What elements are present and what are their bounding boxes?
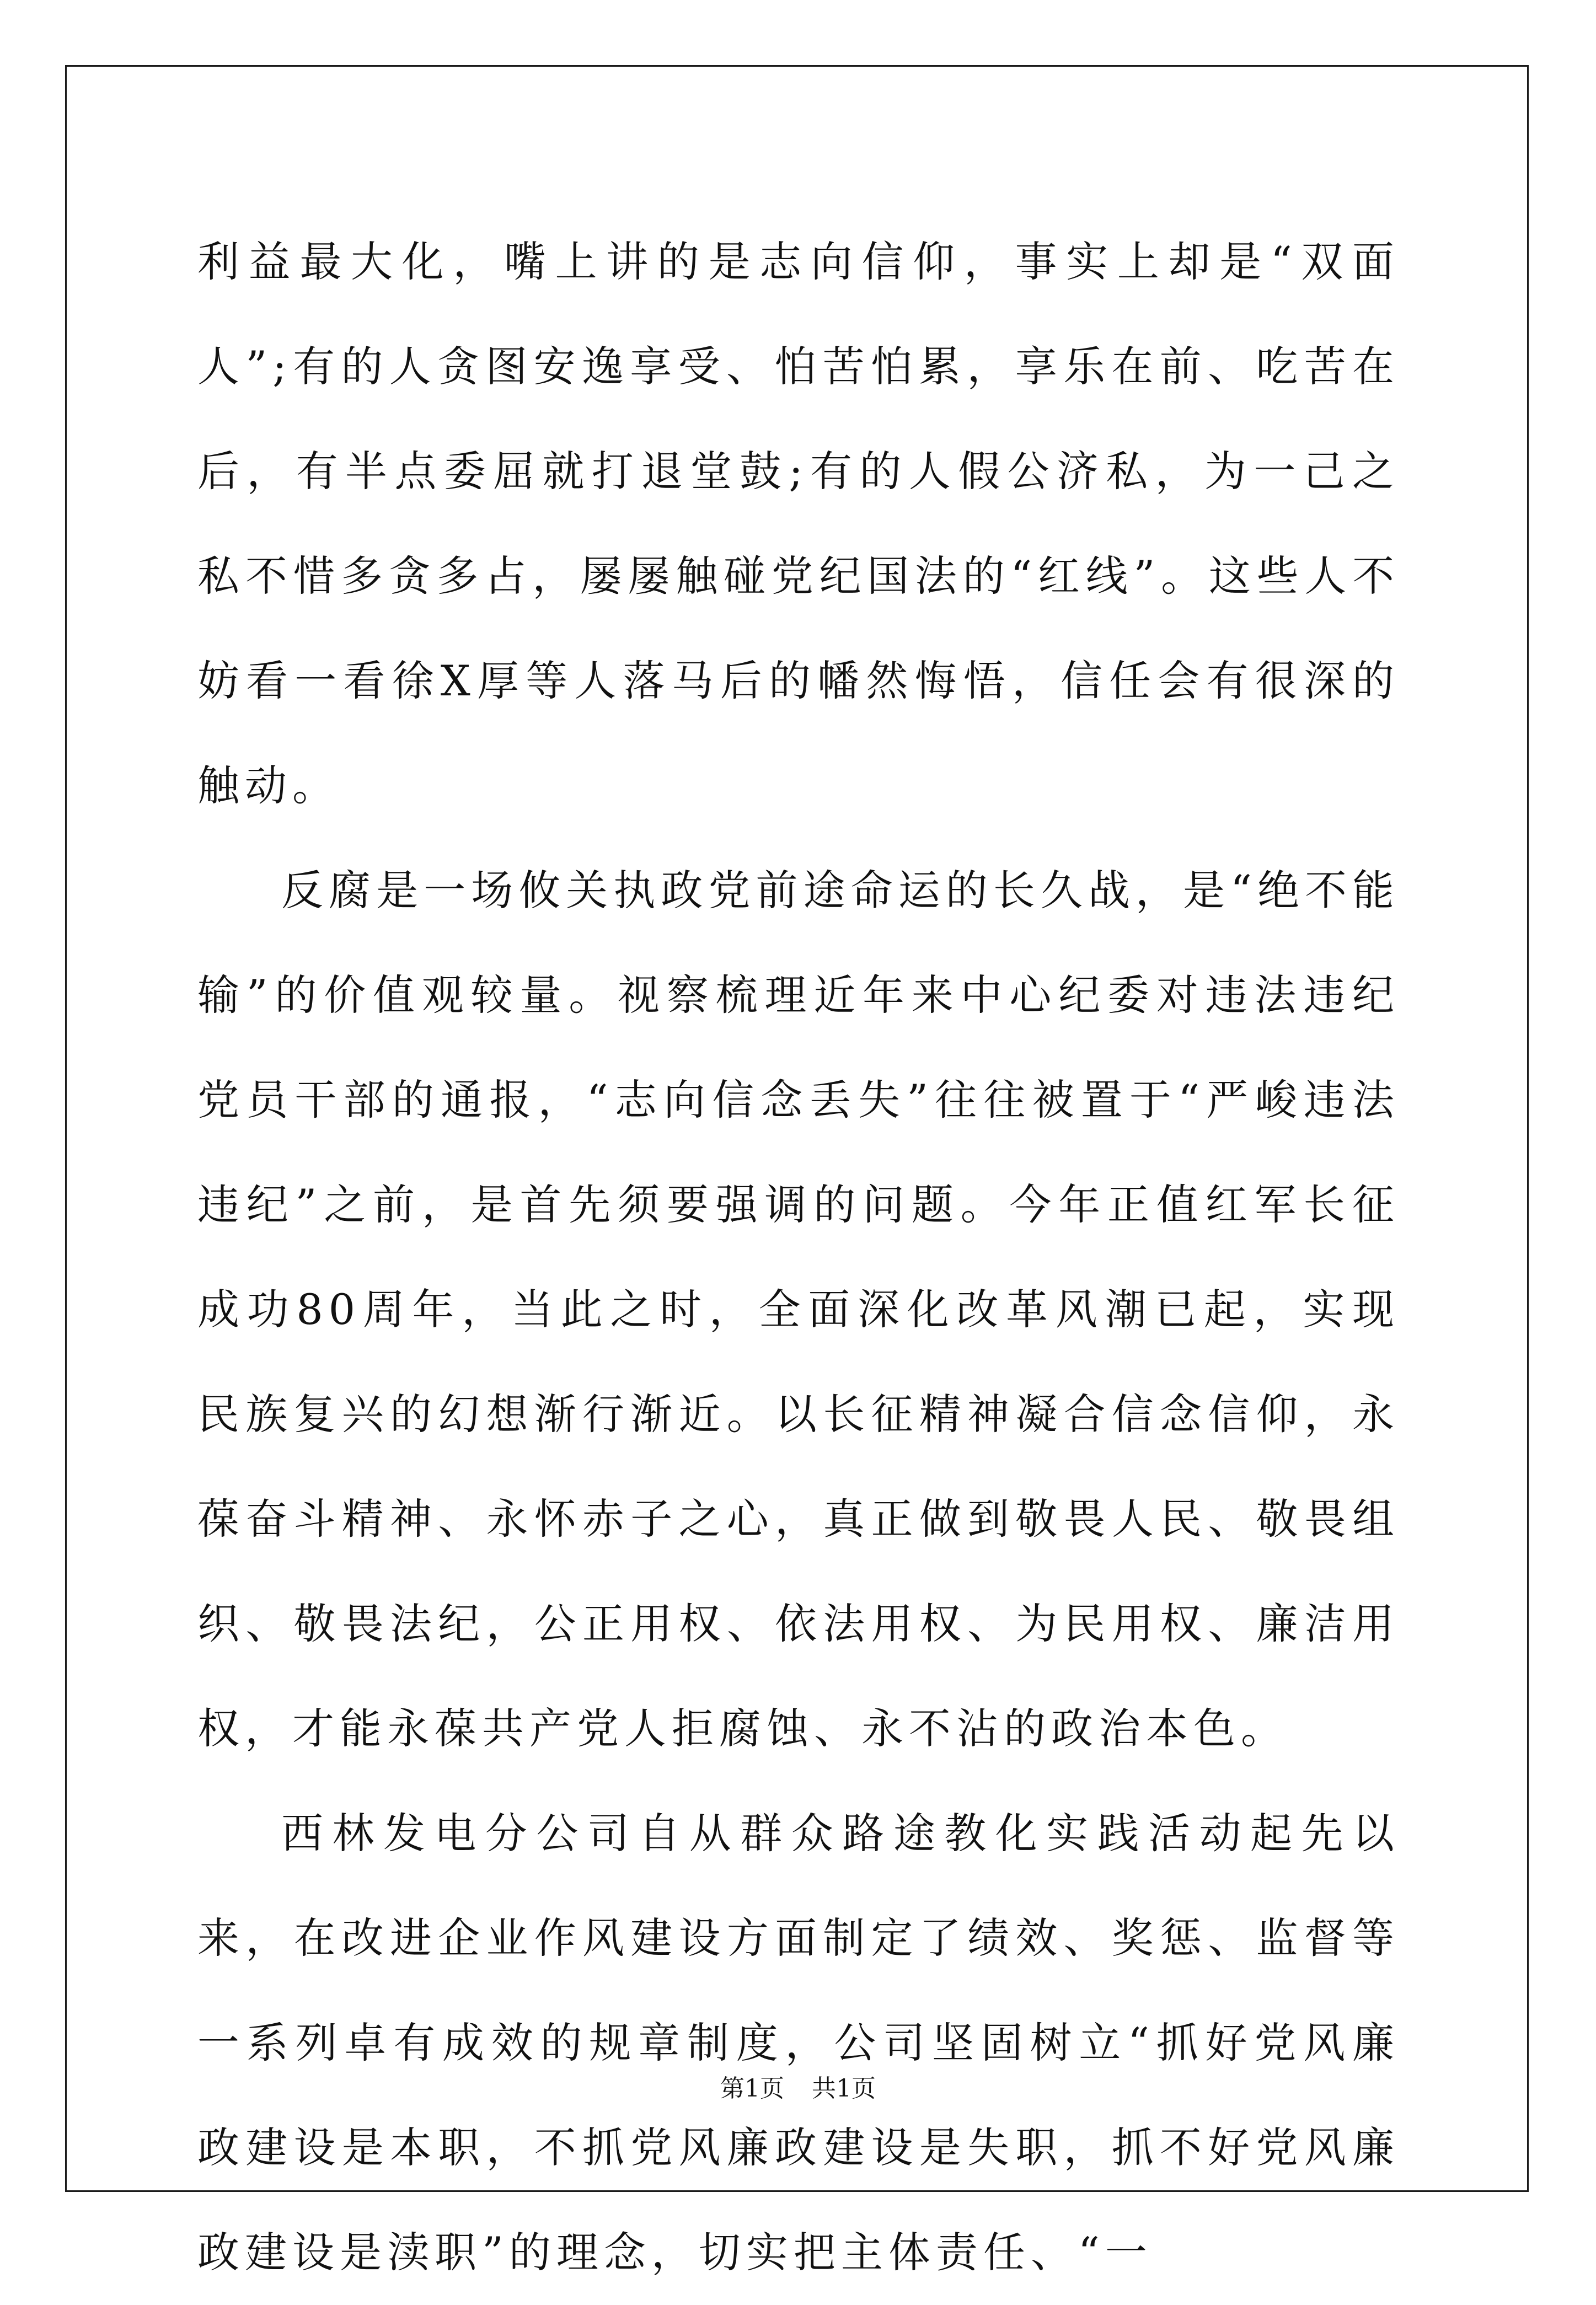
paragraph-3: 西林发电分公司自从群众路途教化实践活动起先以来，在改进企业作风建设方面制定了绩效、奖惩、监督等一系列卓有成效的规章制度，公司坚固树立“抓好党风廉政建设是本职，不抓党风廉政建设是失职，抓不好党风廉政建设是渎职”的理念，切实把主体责任、“一: [197, 1809, 1400, 2277]
document-body: [197, 210, 1400, 2305]
page-number: 第1页: [720, 2074, 784, 2103]
paragraph-2: 反腐是一场攸关执政党前途命运的长久战，是“绝不能输”的价值观较量。视察梳理近年来中心纪委对违法违纪党员干部的通报，“志向信念丢失”往往被置于“严峻违法违纪”之前，是首先须要强调的问题。今年正值红军长征成功80周年，当此之时，全面深化改革风潮已起，实现民族复兴的幻想渐行渐近。以长征精神凝合信念信仰，永葆奋斗精神、永怀赤子之心，真正做到敬畏人民、敬畏组织、敬畏法纪，公正用权、依法用权、为民用权、廉洁用权，才能永葆共产党人拒腐蚀、永不沾的政治本色。: [197, 866, 1400, 1753]
page-total: 共1页: [812, 2074, 876, 2103]
page-footer: [0, 2072, 1596, 2105]
paragraph-1: 利益最大化，嘴上讲的是志向信仰，事实上却是“双面人”;有的人贪图安逸享受、怕苦怕累，享乐在前、吃苦在后，有半点委屈就打退堂鼓;有的人假公济私，为一己之私不惜多贪多占，屡屡触碰党纪国法的“红线”。这些人不妨看一看徐X厚等人落马后的幡然悔悟，信任会有很深的触动。: [197, 237, 1400, 810]
